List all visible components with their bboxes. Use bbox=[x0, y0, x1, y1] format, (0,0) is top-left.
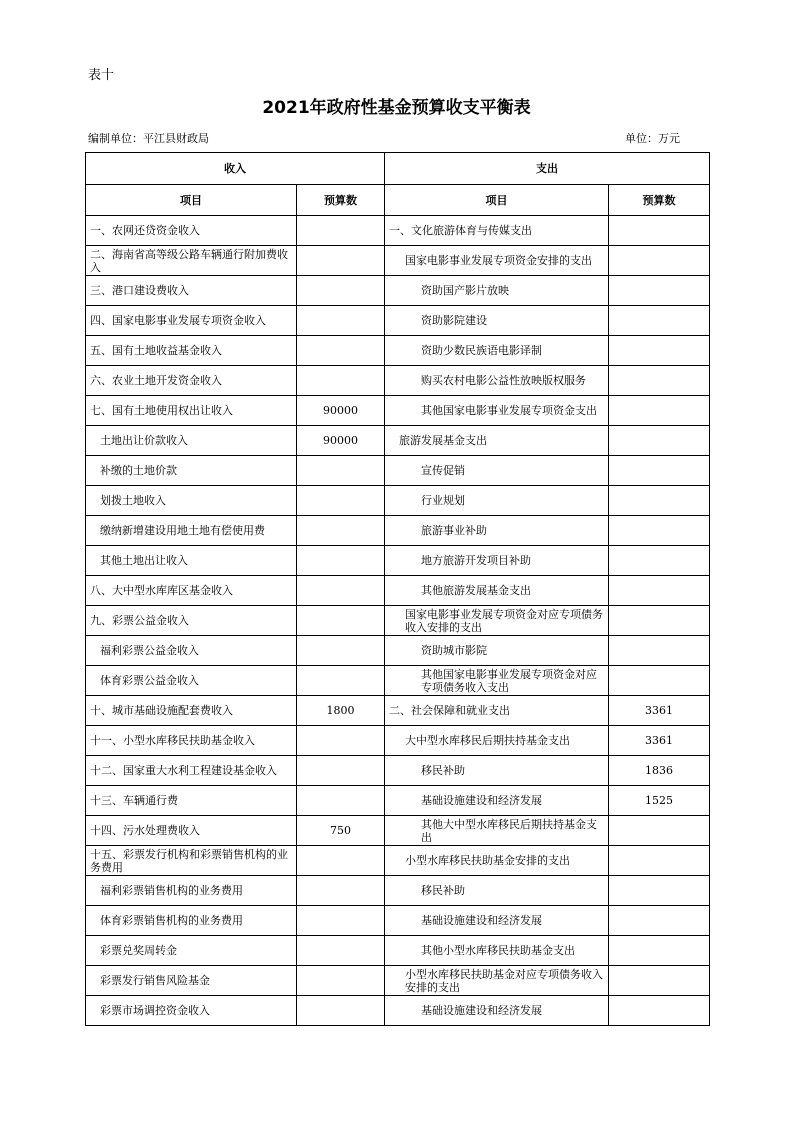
income-item-cell: 十二、国家重大水利工程建设基金收入 bbox=[86, 756, 297, 786]
table-row bbox=[86, 306, 710, 336]
income-amount-cell bbox=[297, 456, 385, 486]
expense-amount-cell bbox=[609, 936, 710, 966]
expense-item-cell: 宣传促销 bbox=[385, 456, 609, 486]
expense-amount-cell bbox=[609, 516, 710, 546]
expense-item-cell: 购买农村电影公益性放映版权服务 bbox=[385, 366, 609, 396]
expense-item-cell: 基础设施建设和经济发展 bbox=[385, 786, 609, 816]
expense-item-cell: 二、社会保障和就业支出 bbox=[385, 696, 609, 726]
income-amount-cell bbox=[297, 576, 385, 606]
expense-item-header: 项目 bbox=[385, 185, 609, 216]
income-item-cell: 四、国家电影事业发展专项资金收入 bbox=[86, 306, 297, 336]
income-item-cell: 土地出让价款收入 bbox=[86, 426, 297, 456]
income-item-cell: 二、海南省高等级公路车辆通行附加费收入 bbox=[86, 246, 297, 276]
income-amount-cell bbox=[297, 786, 385, 816]
income-item-cell: 其他土地出让收入 bbox=[86, 546, 297, 576]
expense-item-cell: 地方旅游开发项目补助 bbox=[385, 546, 609, 576]
income-amount-cell bbox=[297, 666, 385, 696]
income-amount-cell bbox=[297, 996, 385, 1026]
column-header-row bbox=[86, 185, 710, 216]
income-item-cell: 彩票市场调控资金收入 bbox=[86, 996, 297, 1026]
income-amount-cell bbox=[297, 486, 385, 516]
expense-amount-cell bbox=[609, 576, 710, 606]
table-row bbox=[86, 606, 710, 636]
table-row bbox=[86, 666, 710, 696]
income-amount-cell bbox=[297, 216, 385, 246]
table-row bbox=[86, 396, 710, 426]
expense-item-cell: 资助少数民族语电影译制 bbox=[385, 336, 609, 366]
expense-item-cell: 旅游事业补助 bbox=[385, 516, 609, 546]
expense-item-cell: 移民补助 bbox=[385, 756, 609, 786]
income-item-cell: 十一、小型水库移民扶助基金收入 bbox=[86, 726, 297, 756]
expense-amount-cell bbox=[609, 966, 710, 996]
table-row bbox=[86, 966, 710, 996]
expense-item-cell: 基础设施建设和经济发展 bbox=[385, 996, 609, 1026]
expense-amount-cell bbox=[609, 216, 710, 246]
income-amount-cell bbox=[297, 276, 385, 306]
income-item-header: 项目 bbox=[86, 185, 297, 216]
expense-item-cell: 旅游发展基金支出 bbox=[385, 426, 609, 456]
expense-amount-cell bbox=[609, 636, 710, 666]
expense-item-cell: 资助影院建设 bbox=[385, 306, 609, 336]
table-row bbox=[86, 726, 710, 756]
income-item-cell: 三、港口建设费收入 bbox=[86, 276, 297, 306]
expense-amount-cell bbox=[609, 246, 710, 276]
expense-amount-cell bbox=[609, 366, 710, 396]
income-amount-cell bbox=[297, 906, 385, 936]
table-row bbox=[86, 786, 710, 816]
expense-amount-cell: 1525 bbox=[609, 786, 710, 816]
expense-item-cell: 小型水库移民扶助基金安排的支出 bbox=[385, 846, 609, 876]
expense-amount-cell bbox=[609, 306, 710, 336]
income-item-cell: 彩票兑奖周转金 bbox=[86, 936, 297, 966]
expense-amount-cell bbox=[609, 606, 710, 636]
income-item-cell: 福利彩票公益金收入 bbox=[86, 636, 297, 666]
income-amount-cell bbox=[297, 756, 385, 786]
expense-group-header: 支出 bbox=[385, 153, 710, 185]
income-amount-cell bbox=[297, 726, 385, 756]
income-amount-cell bbox=[297, 336, 385, 366]
income-amount-cell bbox=[297, 366, 385, 396]
income-item-cell: 一、农网还贷资金收入 bbox=[86, 216, 297, 246]
expense-amount-cell bbox=[609, 906, 710, 936]
income-item-cell: 体育彩票公益金收入 bbox=[86, 666, 297, 696]
income-item-cell: 九、彩票公益金收入 bbox=[86, 606, 297, 636]
expense-item-cell: 资助国产影片放映 bbox=[385, 276, 609, 306]
expense-item-cell: 国家电影事业发展专项资金安排的支出 bbox=[385, 246, 609, 276]
income-item-cell: 十五、彩票发行机构和彩票销售机构的业务费用 bbox=[86, 846, 297, 876]
income-amount-cell bbox=[297, 636, 385, 666]
expense-item-cell: 其他小型水库移民扶助基金支出 bbox=[385, 936, 609, 966]
income-amount-cell: 1800 bbox=[297, 696, 385, 726]
expense-amount-cell bbox=[609, 336, 710, 366]
income-item-cell: 六、农业土地开发资金收入 bbox=[86, 366, 297, 396]
income-amount-cell bbox=[297, 936, 385, 966]
expense-amount-cell bbox=[609, 876, 710, 906]
currency-unit: 单位：万元 bbox=[625, 132, 680, 145]
expense-amount-cell: 3361 bbox=[609, 726, 710, 756]
income-item-cell: 彩票发行销售风险基金 bbox=[86, 966, 297, 996]
table-row bbox=[86, 546, 710, 576]
table-row bbox=[86, 336, 710, 366]
expense-amount-cell: 1836 bbox=[609, 756, 710, 786]
income-item-cell: 福利彩票销售机构的业务费用 bbox=[86, 876, 297, 906]
expense-amount-cell bbox=[609, 996, 710, 1026]
expense-amount-cell: 3361 bbox=[609, 696, 710, 726]
table-row bbox=[86, 246, 710, 276]
income-amount-cell: 750 bbox=[297, 816, 385, 846]
expense-amount-cell bbox=[609, 846, 710, 876]
budget-balance-table bbox=[85, 152, 710, 1026]
expense-amount-cell bbox=[609, 486, 710, 516]
income-item-cell: 体育彩票销售机构的业务费用 bbox=[86, 906, 297, 936]
income-amount-header: 预算数 bbox=[297, 185, 385, 216]
expense-item-cell: 一、文化旅游体育与传媒支出 bbox=[385, 216, 609, 246]
table-row bbox=[86, 366, 710, 396]
income-item-cell: 十、城市基础设施配套费收入 bbox=[86, 696, 297, 726]
income-amount-cell bbox=[297, 306, 385, 336]
group-header-row bbox=[86, 153, 710, 185]
expense-amount-cell bbox=[609, 396, 710, 426]
income-amount-cell bbox=[297, 876, 385, 906]
income-amount-cell: 90000 bbox=[297, 396, 385, 426]
table-row bbox=[86, 216, 710, 246]
compiling-unit: 编制单位：平江县财政局 bbox=[88, 132, 209, 145]
expense-item-cell: 行业规划 bbox=[385, 486, 609, 516]
table-row bbox=[86, 696, 710, 726]
table-row bbox=[86, 456, 710, 486]
table-row bbox=[86, 846, 710, 876]
table-row bbox=[86, 756, 710, 786]
income-amount-cell bbox=[297, 516, 385, 546]
income-amount-cell bbox=[297, 966, 385, 996]
table-number-label: 表十 bbox=[88, 68, 115, 83]
income-group-header: 收入 bbox=[86, 153, 385, 185]
expense-item-cell: 移民补助 bbox=[385, 876, 609, 906]
table-row bbox=[86, 936, 710, 966]
table-row bbox=[86, 516, 710, 546]
income-item-cell: 补缴的土地价款 bbox=[86, 456, 297, 486]
expense-amount-cell bbox=[609, 546, 710, 576]
income-amount-cell bbox=[297, 846, 385, 876]
expense-item-cell: 小型水库移民扶助基金对应专项债务收入安排的支出 bbox=[385, 966, 609, 996]
income-amount-cell bbox=[297, 606, 385, 636]
expense-amount-header: 预算数 bbox=[609, 185, 710, 216]
income-item-cell: 五、国有土地收益基金收入 bbox=[86, 336, 297, 366]
expense-item-cell: 其他大中型水库移民后期扶持基金支出 bbox=[385, 816, 609, 846]
table-row bbox=[86, 906, 710, 936]
expense-item-cell: 其他国家电影事业发展专项资金对应专项债务收入支出 bbox=[385, 666, 609, 696]
expense-item-cell: 其他国家电影事业发展专项资金支出 bbox=[385, 396, 609, 426]
expense-item-cell: 国家电影事业发展专项资金对应专项债务收入安排的支出 bbox=[385, 606, 609, 636]
page-title: 2021年政府性基金预算收支平衡表 bbox=[262, 98, 531, 118]
income-item-cell: 十四、污水处理费收入 bbox=[86, 816, 297, 846]
expense-amount-cell bbox=[609, 276, 710, 306]
table-row bbox=[86, 996, 710, 1026]
expense-amount-cell bbox=[609, 426, 710, 456]
expense-item-cell: 大中型水库移民后期扶持基金支出 bbox=[385, 726, 609, 756]
table-row bbox=[86, 816, 710, 846]
income-amount-cell: 90000 bbox=[297, 426, 385, 456]
table-row bbox=[86, 426, 710, 456]
table-row bbox=[86, 576, 710, 606]
income-item-cell: 十三、车辆通行费 bbox=[86, 786, 297, 816]
table-row bbox=[86, 276, 710, 306]
expense-item-cell: 其他旅游发展基金支出 bbox=[385, 576, 609, 606]
expense-amount-cell bbox=[609, 666, 710, 696]
table-row bbox=[86, 636, 710, 666]
income-item-cell: 缴纳新增建设用地土地有偿使用费 bbox=[86, 516, 297, 546]
income-item-cell: 七、国有土地使用权出让收入 bbox=[86, 396, 297, 426]
expense-item-cell: 资助城市影院 bbox=[385, 636, 609, 666]
income-item-cell: 划拨土地收入 bbox=[86, 486, 297, 516]
income-amount-cell bbox=[297, 246, 385, 276]
expense-amount-cell bbox=[609, 816, 710, 846]
expense-item-cell: 基础设施建设和经济发展 bbox=[385, 906, 609, 936]
income-amount-cell bbox=[297, 546, 385, 576]
income-item-cell: 八、大中型水库库区基金收入 bbox=[86, 576, 297, 606]
table-row bbox=[86, 876, 710, 906]
expense-amount-cell bbox=[609, 456, 710, 486]
table-row bbox=[86, 486, 710, 516]
